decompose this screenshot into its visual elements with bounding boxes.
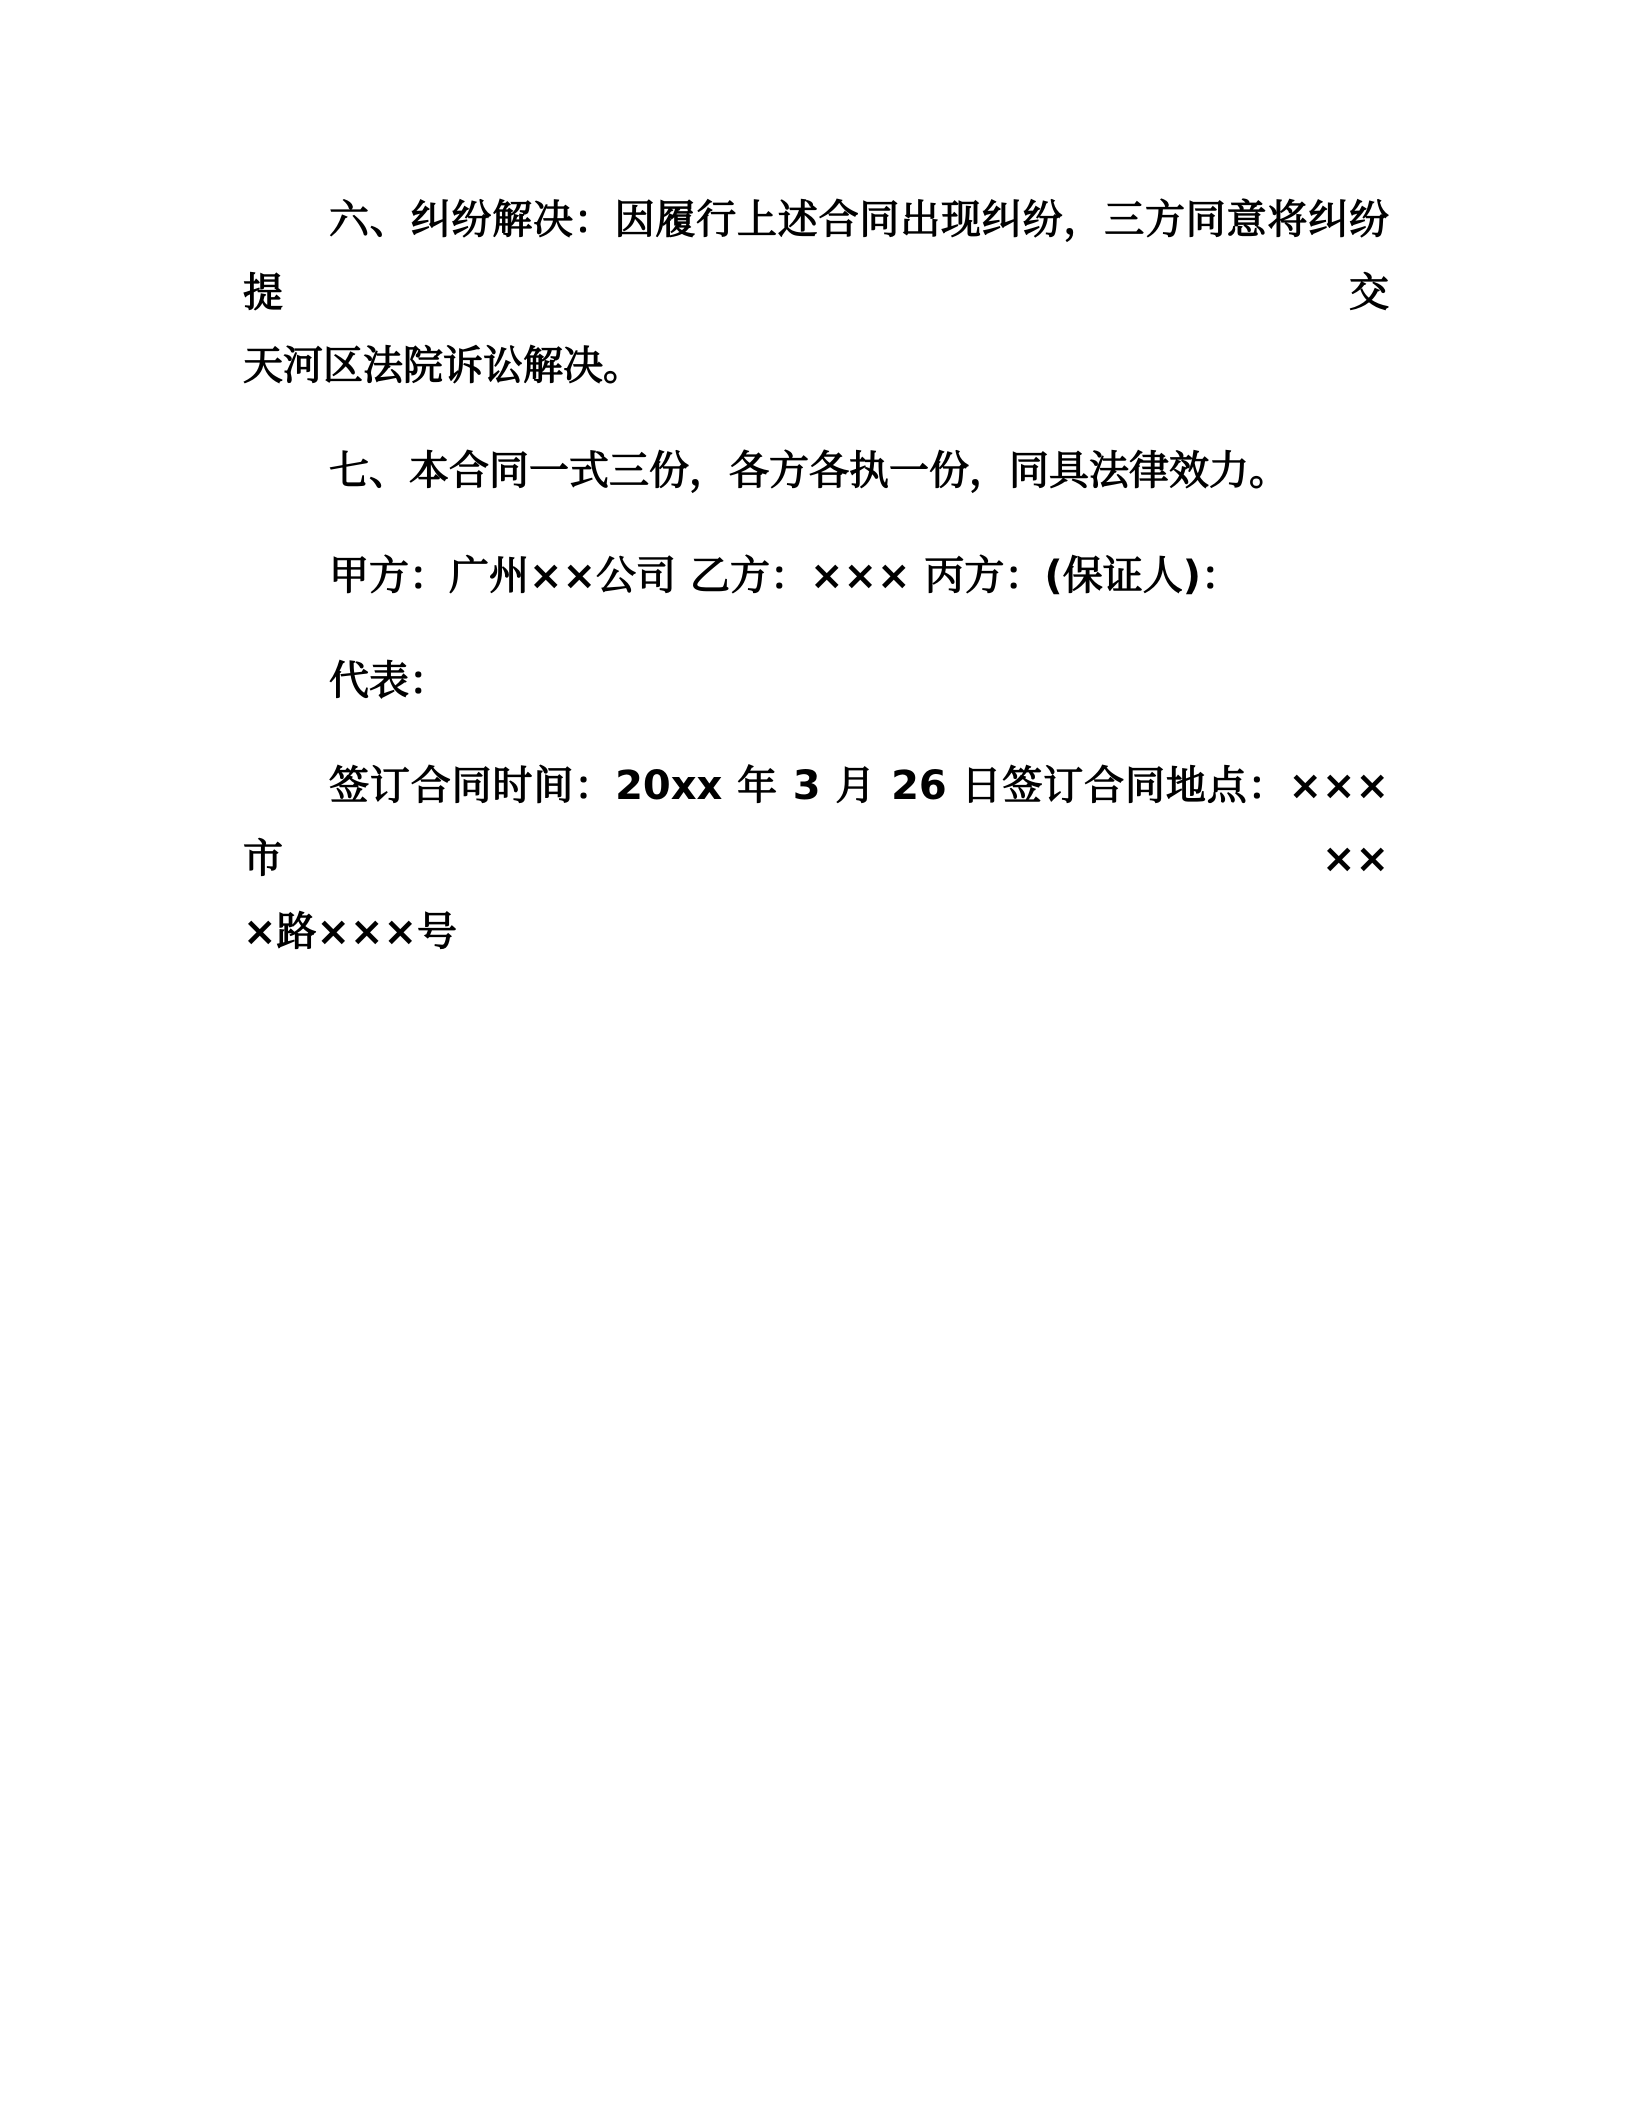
text-line: 甲方：广州××公司 乙方：××× 丙方：(保证人)： [329, 553, 1241, 599]
text-line: 签订合同时间：20xx 年 3 月 26 日签订合同地点：×××市×× [243, 763, 1389, 882]
text-line: 天河区法院诉讼解决。 [243, 343, 643, 389]
text-line: ×路×××号 [243, 909, 458, 955]
clause-copies-validity [243, 435, 1389, 508]
clause-dispute-resolution [243, 184, 1389, 403]
representative-line [243, 645, 1389, 718]
text-line: 六、纠纷解决：因履行上述合同出现纠纷，三方同意将纠纷提交 [243, 197, 1389, 316]
contract-text-block [243, 184, 1389, 1001]
text-line: 代表： [329, 658, 449, 704]
text-line: 七、本合同一式三份，各方各执一份，同具法律效力。 [329, 448, 1289, 494]
signing-info-line [243, 750, 1389, 969]
parties-line [243, 540, 1389, 613]
